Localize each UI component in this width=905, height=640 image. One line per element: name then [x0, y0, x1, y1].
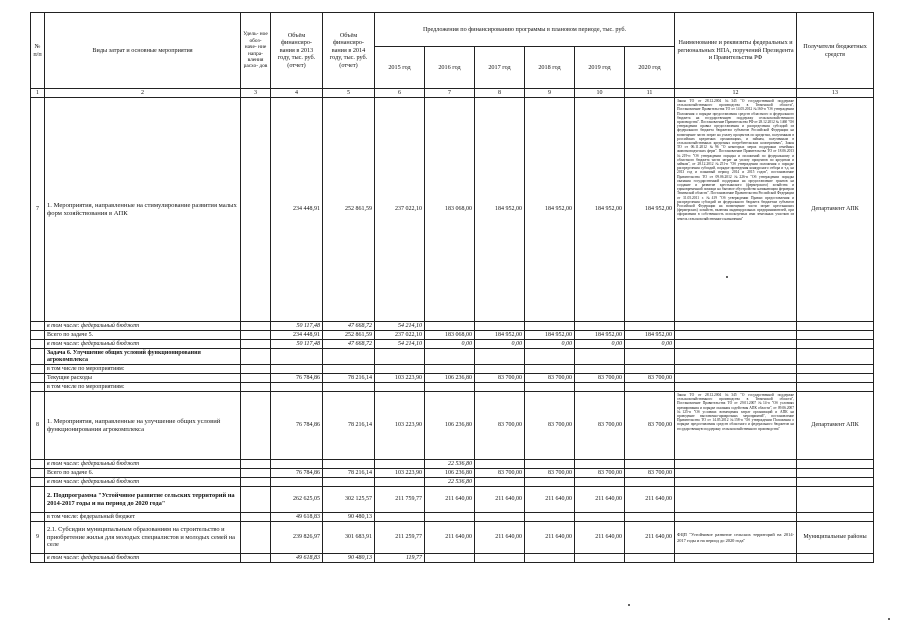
recipient: Муниципальные районы — [797, 522, 874, 554]
value-2018: 184 952,00 — [525, 331, 575, 340]
value-2016: 0,00 — [425, 340, 475, 349]
col-number: 4 — [271, 89, 323, 98]
table-row — [31, 374, 874, 383]
header-fin-2014: Объём финансиро- вания в 2014 году, тыс. руб. (отчет) — [323, 13, 375, 89]
value-2020: 83 700,00 — [625, 392, 675, 460]
col-number: 13 — [797, 89, 874, 98]
row-name: 1. Мероприятия, направленные на стимулирование развития малых форм хозяйствования в АПК — [45, 98, 241, 322]
col-number: 11 — [625, 89, 675, 98]
value-2013: 76 784,86 — [271, 392, 323, 460]
table-row — [31, 469, 874, 478]
header-year: 2016 год — [425, 47, 475, 89]
row-name: в том числе: федеральный бюджет — [45, 478, 241, 487]
col-number: 9 — [525, 89, 575, 98]
value-2015 — [375, 478, 425, 487]
value-2016: 183 068,00 — [425, 98, 475, 322]
col-number: 1 — [31, 89, 45, 98]
header-year: 2017 год — [475, 47, 525, 89]
table-row — [31, 322, 874, 331]
recipient: Департамент АПК — [797, 98, 874, 322]
value-2013: 239 826,97 — [271, 522, 323, 554]
value-2019: 83 700,00 — [575, 374, 625, 383]
value-2018: 83 700,00 — [525, 392, 575, 460]
value-2015: 103 223,90 — [375, 392, 425, 460]
scan-speck — [726, 276, 728, 278]
row-name: 1. Мероприятия, направленные на улучшение общих условий функционирования агрокомплекса — [45, 392, 241, 460]
table-row — [31, 349, 874, 365]
value-2017: 211 640,00 — [475, 487, 525, 513]
value-2014 — [323, 478, 375, 487]
value-2013: 50 117,48 — [271, 322, 323, 331]
value-2015: 211 259,77 — [375, 522, 425, 554]
table-row — [31, 522, 874, 554]
value-2016: 106 236,80 — [425, 374, 475, 383]
value-2014: 47 668,72 — [323, 322, 375, 331]
value-2020: 0,00 — [625, 340, 675, 349]
value-2014: 90 480,13 — [323, 513, 375, 522]
header-recipients: Получатели бюджетных средств — [797, 13, 874, 89]
task-title: Задача 6. Улучшение общих условий функционирования агрокомплекса — [45, 349, 241, 365]
value-2020: 184 952,00 — [625, 331, 675, 340]
value-2014: 301 683,91 — [323, 522, 375, 554]
table-row — [31, 478, 874, 487]
value-2016: 22 536,80 — [425, 460, 475, 469]
value-2014: 252 861,59 — [323, 331, 375, 340]
value-2017: 83 700,00 — [475, 374, 525, 383]
value-2019: 211 640,00 — [575, 522, 625, 554]
header-direction: Удель- ное обоз- наче- ние напра- вления расхо- дов — [241, 13, 271, 89]
value-2014: 90 480,13 — [323, 554, 375, 563]
value-2014 — [323, 460, 375, 469]
value-2019: 0,00 — [575, 340, 625, 349]
header-name: Виды затрат и основные мероприятия — [45, 13, 241, 89]
budget-table-page — [30, 12, 873, 628]
value-2015: 103 223,90 — [375, 469, 425, 478]
value-2020: 83 700,00 — [625, 374, 675, 383]
subprogram-title: 2. Подпрограмма "Устойчивое развитие сельских территорий на 2014-2017 годы и на период до 2020 года" — [45, 487, 241, 513]
value-2019: 184 952,00 — [575, 331, 625, 340]
column-numbers-row — [31, 89, 874, 98]
value-2015: 119,77 — [375, 554, 425, 563]
budget-table — [30, 12, 874, 563]
value-2013: 234 448,91 — [271, 98, 323, 322]
value-2015 — [375, 460, 425, 469]
header-plan: Предложения по финансированию программы в плановом периоде, тыс. руб. — [375, 13, 675, 47]
row-name: 2.1. Субсидии муниципальным образованиям на строительство и приобретение жилья для молодых специалистов и молодых семей на селе — [45, 522, 241, 554]
legal-acts: Закон ТО от 28.12.2004 №345 "О государственной поддержке сельскохозяйственного производства в Тюменской области", Постановление Правительства ТО от 29.01.2007 №14-п "Об условиях премирования и порядке оказания содействия АПК области", от 09.06.2007 №125-п "Об условиях возмещения затрат организаций и АПК на проведение выставочно-ярмарочных мероприятий", постановление Правительства ТО от 14.05.2012 №158-п "Об утверждении Положения о порядке предоставления средств областного и федерального бюджетов на государственную поддержку сельскохозяйственного производства" — [675, 392, 797, 460]
legal-acts: ФЦП "Устойчивое развитие сельских территорий на 2014-2017 годы и на период до 2020 года" — [675, 522, 797, 554]
table-row — [31, 460, 874, 469]
table-row — [31, 331, 874, 340]
value-2015: 103 223,90 — [375, 374, 425, 383]
value-2019: 83 700,00 — [575, 392, 625, 460]
row-num: 8 — [31, 392, 45, 460]
row-name: в том числе: федеральный бюджет — [45, 322, 241, 331]
recipient: Департамент АПК — [797, 392, 874, 460]
header-year: 2018 год — [525, 47, 575, 89]
row-name: в том числе: федеральный бюджет — [45, 340, 241, 349]
col-number: 10 — [575, 89, 625, 98]
value-2017: 83 700,00 — [475, 392, 525, 460]
value-2013: 49 618,83 — [271, 554, 323, 563]
value-2017: 211 640,00 — [475, 522, 525, 554]
legal-acts: Закон ТО от 28.12.2004 №345 "О государственной поддержке сельскохозяйственного производства в Тюменской области", Постановление Правительства ТО от 14.05.2012 №160-п "Об утверждении Положения о порядке предоставления средств областного и федерального бюджета на государственную поддержку сельскохозяйственного производства". Постановление Правительства РФ от 28.12.2012 № 1460 "Об утверждении правил предоставления и распределения субсидий из федерального бюджета бюджетам субъектов Российской Федерации на возмещение части затрат на уплату процентов по кредитам, полученным в российских кредитных организациях, и займам, полученным в сельскохозяйственных кредитных потребительских кооперативах", Закон ТО от 06.11.2012 №96 "О некоторых мерах поддержки семейных животноводческих ферм". Постановление Правительства ТО от 18.06.2013 №219-п "Об утверждении порядка и положений по федеральному и областного бюджета части затрат на уплату процентов по кредитам и займам", от 28.12.2012 №251-п "Об утверждении положения о порядке распределения субсидий, порядке проведения конкурсного отбора и т.д. на 2013 год и плановый период 2014 и 2015 годов", постановление Правительства ТО от 09.06.2012 №226-п "Об утверждении порядка оказания государственной поддержки на предоставление грантов на создание и развитие крестьянского (фермерского) хозяйства и единовременной помощи на бытовое обустройство начинающим фермерам Тюменской области". Постановление Правительства Российской Федерации от 31.05.2011 г. №419 "Об утверждении Правил предоставления и распределения субсидий из федерального бюджета бюджетам субъектов Российской Федерации на возмещение части затрат крестьянских (фермерских) хозяйств, включая индивидуальных предпринимателей, при оформлении в собственность используемых ими земельных участков из земель сельскохозяйственного назначения" — [675, 98, 797, 322]
col-number: 6 — [375, 89, 425, 98]
header-acts: Наименование и реквизиты федеральных и региональных НПА, поручений Президента и Правительства РФ — [675, 13, 797, 89]
col-number: 8 — [475, 89, 525, 98]
value-2017: 184 952,00 — [475, 331, 525, 340]
row-name: Текущие расходы — [45, 374, 241, 383]
row-num: 7 — [31, 98, 45, 322]
table-row — [31, 554, 874, 563]
value-2018: 184 952,00 — [525, 98, 575, 322]
value-2020: 83 700,00 — [625, 469, 675, 478]
row-name: в том числе: федеральный бюджет — [45, 513, 241, 522]
col-number: 2 — [45, 89, 241, 98]
row-name: в том числе по мероприятиям: — [45, 365, 241, 374]
header-fin-2013: Объём финансиро- вания в 2013 году, тыс. руб. (отчет) — [271, 13, 323, 89]
scan-speck — [628, 604, 630, 606]
row-direction — [241, 98, 271, 322]
value-2015: 237 022,10 — [375, 331, 425, 340]
value-2016: 183 068,00 — [425, 331, 475, 340]
value-2013: 262 625,05 — [271, 487, 323, 513]
value-2017: 83 700,00 — [475, 469, 525, 478]
value-2017: 184 952,00 — [475, 98, 525, 322]
col-number: 7 — [425, 89, 475, 98]
value-2014: 47 668,72 — [323, 340, 375, 349]
scan-speck — [888, 618, 890, 620]
value-2015: 54 214,10 — [375, 322, 425, 331]
value-2019: 83 700,00 — [575, 469, 625, 478]
col-number: 12 — [675, 89, 797, 98]
table-row — [31, 365, 874, 374]
value-2013: 234 448,91 — [271, 331, 323, 340]
value-2014: 252 861,59 — [323, 98, 375, 322]
value-2013: 49 618,83 — [271, 513, 323, 522]
value-2016: 211 640,00 — [425, 487, 475, 513]
row-name: в том числе по мероприятиям: — [45, 383, 241, 392]
table-row — [31, 392, 874, 460]
table-row — [31, 513, 874, 522]
value-2014: 78 216,14 — [323, 392, 375, 460]
table-row — [31, 487, 874, 513]
value-2014: 78 216,14 — [323, 469, 375, 478]
row-name: Всего по задаче 5. — [45, 331, 241, 340]
header-year: 2019 год — [575, 47, 625, 89]
value-2018: 211 640,00 — [525, 522, 575, 554]
value-2018: 83 700,00 — [525, 374, 575, 383]
value-2020: 211 640,00 — [625, 487, 675, 513]
value-2016: 106 236,80 — [425, 392, 475, 460]
header-num: № п/п — [31, 13, 45, 89]
value-2013: 76 784,86 — [271, 374, 323, 383]
value-2015: 237 022,10 — [375, 98, 425, 322]
table-row — [31, 98, 874, 322]
col-number: 5 — [323, 89, 375, 98]
value-2019: 184 952,00 — [575, 98, 625, 322]
row-name: в том числе: федеральный бюджет — [45, 554, 241, 563]
header-year: 2020 год — [625, 47, 675, 89]
value-2014: 78 216,14 — [323, 374, 375, 383]
row-num: 9 — [31, 522, 45, 554]
value-2020: 184 952,00 — [625, 98, 675, 322]
value-2018: 211 640,00 — [525, 487, 575, 513]
value-2018: 83 700,00 — [525, 469, 575, 478]
value-2013 — [271, 478, 323, 487]
row-name: в том числе: федеральный бюджет — [45, 460, 241, 469]
table-row — [31, 340, 874, 349]
value-2015: 211 759,77 — [375, 487, 425, 513]
value-2016: 22 536,80 — [425, 478, 475, 487]
header-year: 2015 год — [375, 47, 425, 89]
value-2016: 106 236,80 — [425, 469, 475, 478]
row-name: Всего по задаче 6. — [45, 469, 241, 478]
value-2015: 54 214,10 — [375, 340, 425, 349]
value-2013: 50 117,48 — [271, 340, 323, 349]
value-2014: 302 125,57 — [323, 487, 375, 513]
table-row — [31, 383, 874, 392]
value-2017: 0,00 — [475, 340, 525, 349]
col-number: 3 — [241, 89, 271, 98]
value-2013 — [271, 460, 323, 469]
header-row — [31, 13, 874, 47]
value-2018: 0,00 — [525, 340, 575, 349]
value-2020: 211 640,00 — [625, 522, 675, 554]
value-2019: 211 640,00 — [575, 487, 625, 513]
value-2013: 76 784,86 — [271, 469, 323, 478]
value-2016: 211 640,00 — [425, 522, 475, 554]
